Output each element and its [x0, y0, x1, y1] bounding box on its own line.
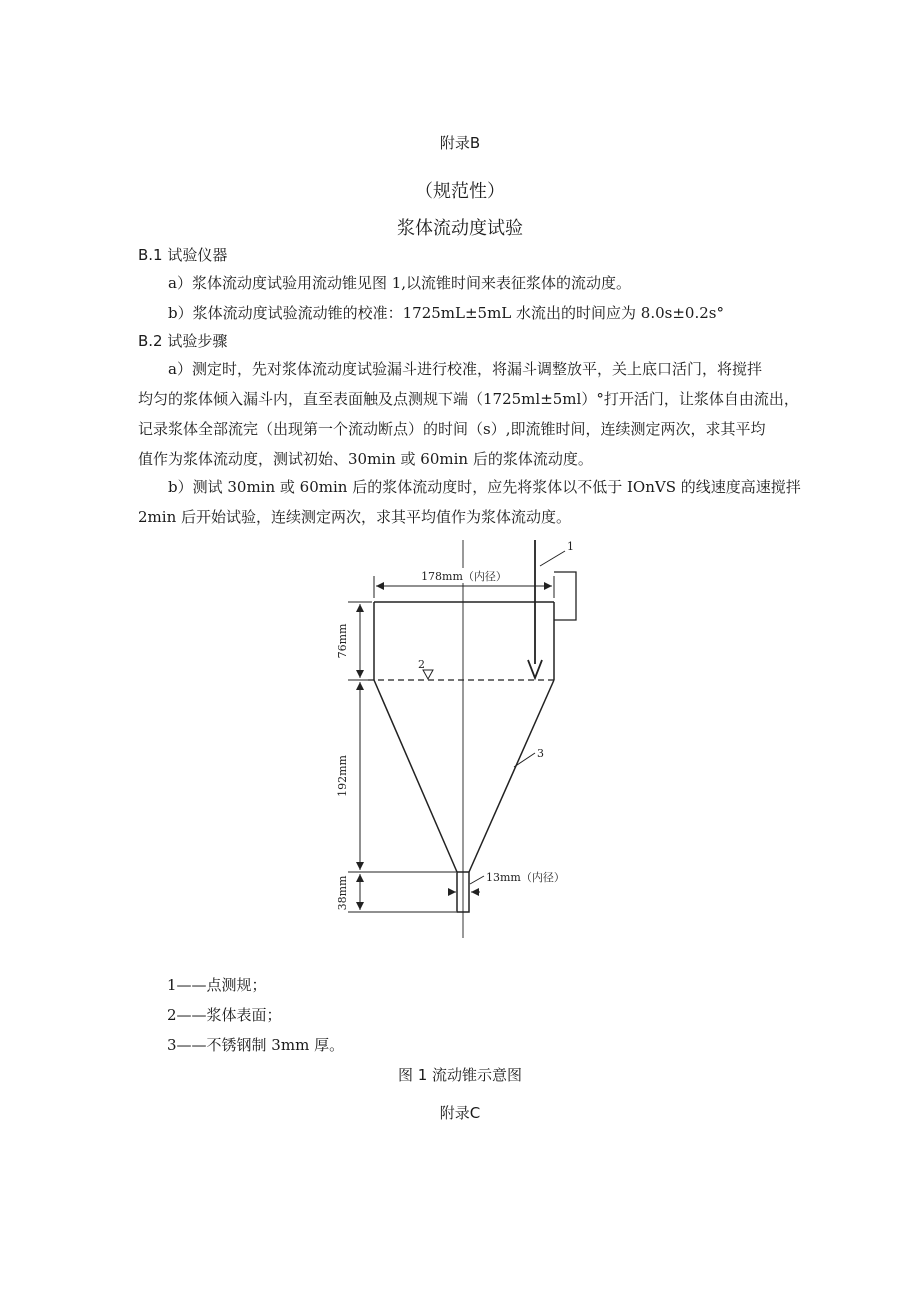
appendix-c-heading: 附录C — [439, 1104, 481, 1122]
appendix-b-heading: 附录B — [439, 134, 481, 152]
cone-body — [374, 602, 554, 912]
b2-a-line: 记录浆体全部流完（出现第一个流动断点）的时间（s）,即流锥时间，连续测定两次，求其平均 — [138, 420, 766, 438]
dim-192-label: 192mm — [336, 755, 349, 797]
label-1: 1 — [567, 540, 574, 553]
figure-caption: 图 1 流动锥示意图 — [397, 1066, 523, 1084]
page-title: 浆体流动度试验 — [397, 218, 523, 239]
leader-3 — [514, 753, 535, 767]
b2-a-line: 均匀的浆体倾入漏斗内，直至表面触及点测规下端（1725ml±5ml）°打开活门，让浆体自由流出， — [138, 390, 799, 408]
leader-1 — [540, 551, 565, 566]
b2-a-line: a）测定时，先对浆体流动度试验漏斗进行校准，将漏斗调整放平，关上底口活门，将搅拌 — [168, 360, 762, 378]
b1-item-b: b）浆体流动度试验流动锥的校准：1725mL±5mL 水流出的时间应为 8.0s±0.2s° — [168, 304, 724, 322]
section-b2-heading: B.2 试验步骤 — [138, 332, 228, 350]
b2-a-line: 值作为浆体流动度，测试初始、30min 或 60min 后的浆体流动度。 — [138, 450, 593, 468]
section-b1-heading: B.1 试验仪器 — [138, 246, 228, 264]
dim-76-label: 76mm — [336, 623, 349, 659]
gauge-bracket — [554, 572, 576, 620]
dim-top-label: 178mm（内径） — [421, 570, 507, 583]
surface-triangle-icon — [423, 670, 433, 679]
dim-38-label: 38mm — [336, 875, 349, 911]
label-2: 2 — [418, 658, 425, 671]
normative-label: （规范性） — [415, 181, 505, 202]
dim-bottom-label: 13mm（内径） — [486, 871, 565, 884]
dim-lines-left — [348, 602, 456, 912]
legend-item-3: 3——不锈钢制 3mm 厚。 — [167, 1036, 345, 1054]
legend-item-2: 2——浆体表面； — [167, 1006, 282, 1024]
b2-b-line: 2min 后开始试验，连续测定两次，求其平均值作为浆体流动度。 — [138, 508, 571, 526]
leader-bottom — [470, 876, 484, 884]
legend-item-1: 1——点测规； — [167, 976, 267, 994]
b1-item-a: a）浆体流动度试验用流动锥见图 1,以流锥时间来表征浆体的流动度。 — [168, 274, 632, 292]
b2-b-line: b）测试 30min 或 60min 后的浆体流动度时，应先将浆体以不低于 IOnVS 的线速度高速搅拌 — [168, 478, 801, 496]
label-3: 3 — [537, 747, 544, 760]
